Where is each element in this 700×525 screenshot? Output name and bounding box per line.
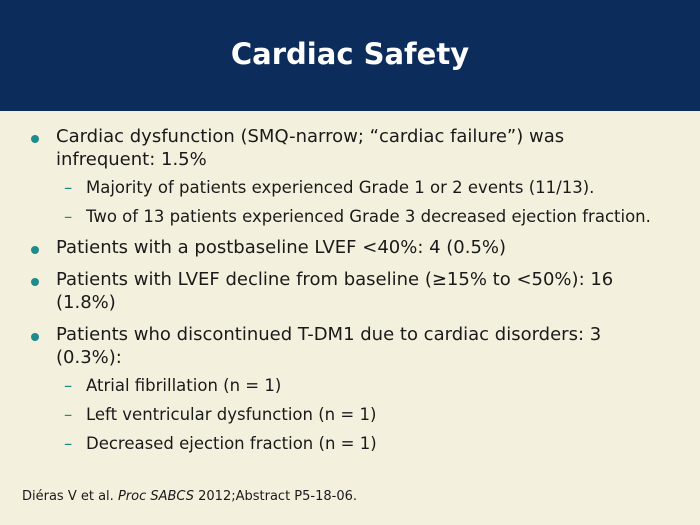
bullet-item	[0, 268, 700, 314]
reference-citation	[22, 489, 357, 504]
dash-icon: –	[64, 207, 73, 226]
dash-icon: –	[64, 405, 73, 424]
dash-icon: –	[64, 376, 73, 395]
reference-details: 2012;Abstract P5-18-06.	[194, 489, 358, 504]
dash-icon: –	[64, 434, 73, 453]
bullet-text: Patients with a postbaseline LVEF <40%: 4 (0.5%)	[56, 237, 507, 258]
bullet-item	[0, 236, 700, 259]
slide-title: Cardiac Safety	[230, 36, 470, 71]
bullet-dot-icon	[31, 333, 39, 341]
sub-bullet-text: Two of 13 patients experienced Grade 3 decreased ejection fraction.	[86, 207, 651, 226]
bullet-text: Patients who discontinued T-DM1 due to cardiac disorders: 3 (0.3%):	[56, 324, 602, 368]
slide-body	[0, 125, 700, 463]
bullet-dot-icon	[31, 278, 39, 286]
sub-bullet-item	[0, 206, 700, 228]
sub-bullet-text: Left ventricular dysfunction (n = 1)	[86, 405, 377, 424]
bullet-text: Cardiac dysfunction (SMQ-narrow; “cardiac failure”) was infrequent: 1.5%	[56, 126, 565, 170]
dash-icon: –	[64, 178, 73, 197]
bullet-dot-icon	[31, 246, 39, 254]
bullet-text: Patients with LVEF decline from baseline (≥15% to <50%): 16 (1.8%)	[56, 269, 614, 313]
reference-journal: Proc SABCS	[117, 489, 194, 504]
bullet-dot-icon	[31, 135, 39, 143]
slide-header	[0, 0, 700, 111]
sub-bullet-list	[0, 375, 700, 455]
sub-bullet-text: Decreased ejection fraction (n = 1)	[86, 434, 377, 453]
sub-bullet-text: Atrial fibrillation (n = 1)	[86, 376, 282, 395]
sub-bullet-list	[0, 177, 700, 228]
sub-bullet-item	[0, 433, 700, 455]
sub-bullet-item	[0, 404, 700, 426]
bullet-item	[0, 125, 700, 171]
sub-bullet-item	[0, 375, 700, 397]
sub-bullet-text: Majority of patients experienced Grade 1 or 2 events (11/13).	[86, 178, 595, 197]
bullet-item	[0, 323, 700, 369]
sub-bullet-item	[0, 177, 700, 199]
reference-authors: Diéras V et al.	[22, 489, 118, 504]
